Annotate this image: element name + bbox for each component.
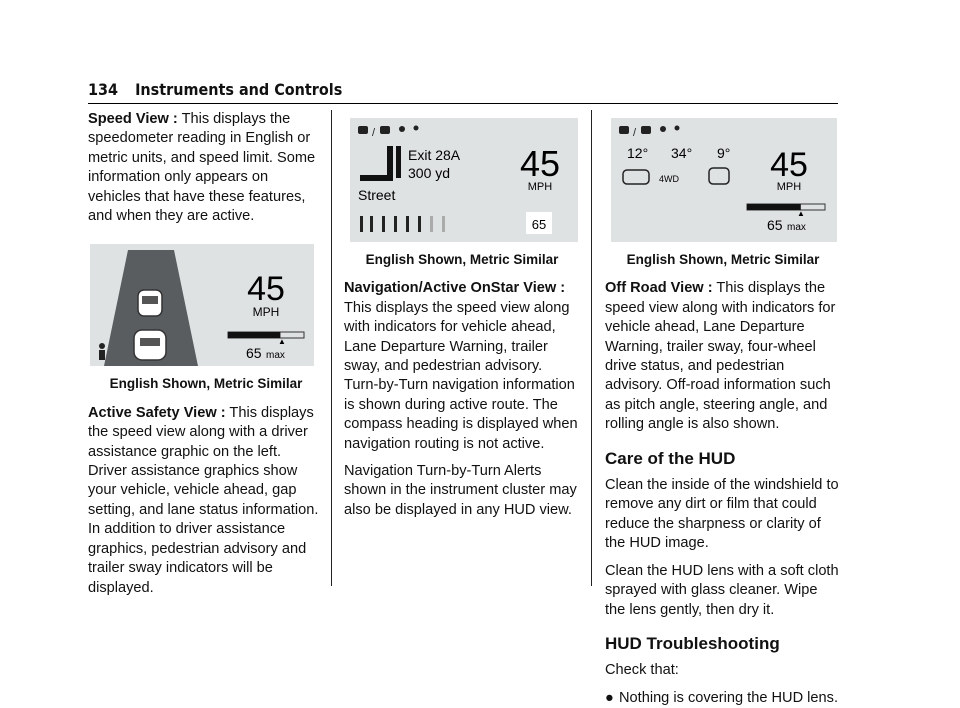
nav-alerts-paragraph: Navigation Turn-by-Turn Alerts shown in the instrument cluster may also be displayed in any HUD view. (344, 463, 577, 518)
header-rule (88, 103, 838, 104)
speed-limit: 65 (531, 217, 547, 232)
body-text: This displays the speed view along with indicators for vehicle ahead, Lane Departure Warning, trailer sway, four-wheel drive status, and pedestrian advisory. Off-road information such as pitch angle, steering angle, and rolling angle is also shown. (605, 280, 836, 433)
roll-vehicle-icon (709, 168, 729, 184)
bullet-icon: ● (605, 689, 614, 706)
indicator-icons (358, 126, 419, 140)
distance-label: 300 yd (408, 165, 451, 181)
term: Off Road View : (605, 280, 713, 297)
lane-guidance-icons (360, 216, 445, 232)
care-paragraph-1: Clean the inside of the windshield to remove any dirt or film that could reduce the sharpness or clarity of the HUD image. (605, 477, 839, 552)
roll-angle: 9° (717, 145, 731, 161)
pedestrian-icon (99, 343, 105, 360)
navigation-graphic (350, 118, 578, 242)
hud-offroad-image (611, 118, 837, 242)
drive-mode: 4WD (659, 174, 679, 184)
term: Navigation/Active OnStar View : (344, 280, 566, 297)
turn-arrow-icon (360, 146, 390, 178)
limit-marker: ▲ (797, 209, 805, 218)
list-item (605, 689, 841, 708)
image-caption: English Shown, Metric Similar (365, 252, 559, 267)
troubleshooting-intro: Check that: (605, 662, 679, 679)
troubleshooting-heading: HUD Troubleshooting (605, 633, 780, 653)
speed-unit: MPH (252, 305, 280, 320)
image-caption: English Shown, Metric Similar (626, 252, 820, 267)
distance-bar (396, 146, 401, 178)
svg-text:/: / (372, 127, 376, 139)
offroad-graphic (611, 118, 837, 242)
bullet-text: Nothing is covering the HUD lens. (619, 689, 839, 706)
image-caption: English Shown, Metric Similar (109, 376, 303, 392)
speed-bar-fill (228, 332, 280, 338)
off-road-paragraph (605, 279, 841, 434)
care-heading: Care of the HUD (605, 448, 736, 468)
page-number: 134 (88, 80, 119, 99)
limit-marker: ▲ (278, 337, 286, 347)
section-title: Instruments and Controls (135, 80, 343, 99)
steering-angle: 34° (671, 145, 693, 161)
body-text: This displays the speed view along with a driver assistance graphic on the left. Driver assistance graphics show your vehicle, vehicle ahead, gap setting, and lane status information. In addition to driver assistance graphics, pedestrian advisory and trailer sway indicators will be displayed. (88, 404, 319, 596)
speed-bar-fill (747, 204, 801, 210)
column-1 (88, 110, 324, 606)
speed-limit: 65 (246, 345, 262, 362)
column-divider (591, 110, 592, 586)
street-label: Street (358, 187, 396, 203)
term: Speed View : (88, 111, 178, 127)
svg-text:/: / (633, 127, 637, 139)
pitch-vehicle-icon (623, 170, 649, 184)
body-text: This displays the speedometer reading in English or metric units, and speed limit. Some information only appears on vehicles that have these features, and when they are active. (88, 111, 316, 225)
column-3 (605, 110, 841, 708)
exit-label: Exit 28A (408, 147, 461, 163)
speed-unit: MPH (527, 181, 553, 193)
speed-view-paragraph (88, 110, 324, 226)
speed-limit: 65 (767, 217, 783, 233)
active-safety-paragraph (88, 404, 324, 598)
active-safety-graphic (90, 244, 314, 366)
speed-value: 45 (519, 143, 561, 184)
nav-view-paragraph (344, 279, 580, 454)
term: Active Safety View : (88, 404, 226, 421)
body-text: This displays the speed view along with indicators for vehicle ahead, Lane Departure Warning, trailer sway, and pedestrian advisory. Turn-by-Turn navigation information is shown during active route. The compass heading is displayed when navigation routing is not active. (344, 299, 578, 452)
care-paragraph-2: Clean the HUD lens with a soft cloth sprayed with glass cleaner. Wipe the lens gently, then dry it. (605, 562, 839, 618)
page-header (88, 80, 342, 99)
column-2 (344, 110, 580, 528)
hud-speed-image (90, 244, 314, 366)
speed-value: 45 (247, 270, 285, 309)
column-divider (331, 110, 332, 586)
speed-value: 45 (770, 146, 808, 184)
indicator-icons (619, 126, 680, 140)
speed-limit-unit: max (266, 350, 285, 362)
pitch-angle: 12° (627, 145, 649, 161)
speed-unit: MPH (776, 181, 802, 193)
hud-navigation-image (350, 118, 578, 242)
speed-limit-unit: max (787, 222, 806, 233)
